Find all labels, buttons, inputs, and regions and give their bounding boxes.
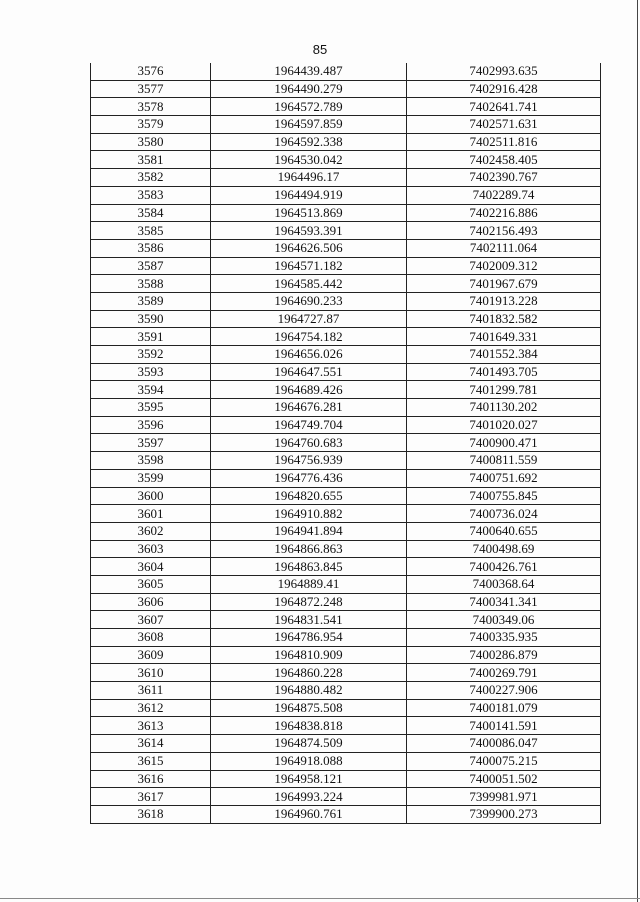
table-row: [91, 292, 601, 310]
x-coordinate-cell: 1964810.909: [211, 646, 407, 664]
point-id-cell: 3614: [91, 735, 211, 753]
table-row: [91, 558, 601, 576]
y-coordinate-cell: 7401020.027: [407, 416, 601, 434]
scan-edge-bottom: [0, 898, 640, 899]
y-coordinate-cell: 7400051.502: [407, 770, 601, 788]
y-coordinate-cell: 7400227.906: [407, 682, 601, 700]
x-coordinate-cell: 1964494.919: [211, 186, 407, 204]
table-row: [91, 611, 601, 629]
y-coordinate-cell: 7402641.741: [407, 98, 601, 116]
table-row: [91, 646, 601, 664]
x-coordinate-cell: 1964513.869: [211, 204, 407, 222]
table-row: [91, 682, 601, 700]
x-coordinate-cell: 1964571.182: [211, 257, 407, 275]
page-number: 85: [312, 42, 328, 57]
table-row: [91, 664, 601, 682]
point-id-cell: 3579: [91, 116, 211, 134]
point-id-cell: 3601: [91, 505, 211, 523]
point-id-cell: 3590: [91, 310, 211, 328]
point-id-cell: 3602: [91, 522, 211, 540]
table-row: [91, 363, 601, 381]
x-coordinate-cell: 1964585.442: [211, 275, 407, 293]
table-row: [91, 699, 601, 717]
table-row: [91, 399, 601, 417]
table-row: [91, 98, 601, 116]
y-coordinate-cell: 7400335.935: [407, 629, 601, 647]
table-row: [91, 434, 601, 452]
coordinates-table-body: [91, 63, 601, 823]
point-id-cell: 3591: [91, 328, 211, 346]
point-id-cell: 3606: [91, 593, 211, 611]
point-id-cell: 3598: [91, 452, 211, 470]
y-coordinate-cell: 7400640.655: [407, 522, 601, 540]
point-id-cell: 3580: [91, 133, 211, 151]
point-id-cell: 3585: [91, 222, 211, 240]
y-coordinate-cell: 7400368.64: [407, 575, 601, 593]
y-coordinate-cell: 7400736.024: [407, 505, 601, 523]
point-id-cell: 3592: [91, 346, 211, 364]
x-coordinate-cell: 1964941.894: [211, 522, 407, 540]
x-coordinate-cell: 1964593.391: [211, 222, 407, 240]
y-coordinate-cell: 7402009.312: [407, 257, 601, 275]
table-row: [91, 575, 601, 593]
point-id-cell: 3618: [91, 805, 211, 823]
coordinates-table: [90, 63, 601, 824]
y-coordinate-cell: 7400269.791: [407, 664, 601, 682]
y-coordinate-cell: 7402571.631: [407, 116, 601, 134]
x-coordinate-cell: 1964490.279: [211, 80, 407, 98]
table-row: [91, 310, 601, 328]
y-coordinate-cell: 7400341.341: [407, 593, 601, 611]
table-row: [91, 116, 601, 134]
point-id-cell: 3582: [91, 169, 211, 187]
point-id-cell: 3589: [91, 292, 211, 310]
y-coordinate-cell: 7402289.74: [407, 186, 601, 204]
y-coordinate-cell: 7400075.215: [407, 752, 601, 770]
y-coordinate-cell: 7402216.886: [407, 204, 601, 222]
table-row: [91, 133, 601, 151]
y-coordinate-cell: 7399981.971: [407, 788, 601, 806]
x-coordinate-cell: 1964592.338: [211, 133, 407, 151]
x-coordinate-cell: 1964880.482: [211, 682, 407, 700]
table-row: [91, 487, 601, 505]
table-row: [91, 735, 601, 753]
x-coordinate-cell: 1964690.233: [211, 292, 407, 310]
y-coordinate-cell: 7400426.761: [407, 558, 601, 576]
x-coordinate-cell: 1964727.87: [211, 310, 407, 328]
y-coordinate-cell: 7401130.202: [407, 399, 601, 417]
point-id-cell: 3603: [91, 540, 211, 558]
y-coordinate-cell: 7402111.064: [407, 239, 601, 257]
table-row: [91, 540, 601, 558]
table-row: [91, 204, 601, 222]
x-coordinate-cell: 1964960.761: [211, 805, 407, 823]
table-row: [91, 752, 601, 770]
y-coordinate-cell: 7400900.471: [407, 434, 601, 452]
table-row: [91, 788, 601, 806]
y-coordinate-cell: 7401299.781: [407, 381, 601, 399]
x-coordinate-cell: 1964439.487: [211, 63, 407, 80]
y-coordinate-cell: 7401649.331: [407, 328, 601, 346]
point-id-cell: 3581: [91, 151, 211, 169]
table-row: [91, 169, 601, 187]
point-id-cell: 3613: [91, 717, 211, 735]
point-id-cell: 3578: [91, 98, 211, 116]
y-coordinate-cell: 7401913.228: [407, 292, 601, 310]
point-id-cell: 3584: [91, 204, 211, 222]
point-id-cell: 3611: [91, 682, 211, 700]
y-coordinate-cell: 7400181.079: [407, 699, 601, 717]
x-coordinate-cell: 1964530.042: [211, 151, 407, 169]
point-id-cell: 3605: [91, 575, 211, 593]
y-coordinate-cell: 7402993.635: [407, 63, 601, 80]
table-row: [91, 257, 601, 275]
x-coordinate-cell: 1964918.088: [211, 752, 407, 770]
point-id-cell: 3587: [91, 257, 211, 275]
table-row: [91, 452, 601, 470]
point-id-cell: 3594: [91, 381, 211, 399]
x-coordinate-cell: 1964756.939: [211, 452, 407, 470]
x-coordinate-cell: 1964786.954: [211, 629, 407, 647]
y-coordinate-cell: 7400811.559: [407, 452, 601, 470]
y-coordinate-cell: 7399900.273: [407, 805, 601, 823]
table-row: [91, 717, 601, 735]
y-coordinate-cell: 7400286.879: [407, 646, 601, 664]
y-coordinate-cell: 7401493.705: [407, 363, 601, 381]
x-coordinate-cell: 1964838.818: [211, 717, 407, 735]
x-coordinate-cell: 1964776.436: [211, 469, 407, 487]
x-coordinate-cell: 1964831.541: [211, 611, 407, 629]
table-row: [91, 770, 601, 788]
point-id-cell: 3616: [91, 770, 211, 788]
x-coordinate-cell: 1964676.281: [211, 399, 407, 417]
point-id-cell: 3600: [91, 487, 211, 505]
point-id-cell: 3615: [91, 752, 211, 770]
x-coordinate-cell: 1964866.863: [211, 540, 407, 558]
table-row: [91, 593, 601, 611]
table-row: [91, 151, 601, 169]
table-row: [91, 346, 601, 364]
point-id-cell: 3593: [91, 363, 211, 381]
table-row: [91, 80, 601, 98]
table-row: [91, 239, 601, 257]
x-coordinate-cell: 1964993.224: [211, 788, 407, 806]
x-coordinate-cell: 1964656.026: [211, 346, 407, 364]
x-coordinate-cell: 1964647.551: [211, 363, 407, 381]
point-id-cell: 3583: [91, 186, 211, 204]
x-coordinate-cell: 1964874.509: [211, 735, 407, 753]
point-id-cell: 3607: [91, 611, 211, 629]
x-coordinate-cell: 1964597.859: [211, 116, 407, 134]
point-id-cell: 3597: [91, 434, 211, 452]
point-id-cell: 3586: [91, 239, 211, 257]
y-coordinate-cell: 7400751.692: [407, 469, 601, 487]
table-row: [91, 275, 601, 293]
table-row: [91, 328, 601, 346]
y-coordinate-cell: 7400498.69: [407, 540, 601, 558]
y-coordinate-cell: 7402511.816: [407, 133, 601, 151]
x-coordinate-cell: 1964689.426: [211, 381, 407, 399]
point-id-cell: 3596: [91, 416, 211, 434]
y-coordinate-cell: 7402916.428: [407, 80, 601, 98]
x-coordinate-cell: 1964820.655: [211, 487, 407, 505]
y-coordinate-cell: 7401552.384: [407, 346, 601, 364]
x-coordinate-cell: 1964749.704: [211, 416, 407, 434]
x-coordinate-cell: 1964910.882: [211, 505, 407, 523]
table-row: [91, 629, 601, 647]
y-coordinate-cell: 7401832.582: [407, 310, 601, 328]
point-id-cell: 3604: [91, 558, 211, 576]
point-id-cell: 3612: [91, 699, 211, 717]
point-id-cell: 3577: [91, 80, 211, 98]
y-coordinate-cell: 7401967.679: [407, 275, 601, 293]
x-coordinate-cell: 1964889.41: [211, 575, 407, 593]
x-coordinate-cell: 1964875.508: [211, 699, 407, 717]
point-id-cell: 3599: [91, 469, 211, 487]
point-id-cell: 3609: [91, 646, 211, 664]
y-coordinate-cell: 7402156.493: [407, 222, 601, 240]
table-row: [91, 63, 601, 80]
y-coordinate-cell: 7400349.06: [407, 611, 601, 629]
table-row: [91, 805, 601, 823]
x-coordinate-cell: 1964496.17: [211, 169, 407, 187]
table-row: [91, 416, 601, 434]
table-row: [91, 381, 601, 399]
scan-edge-right: [637, 0, 638, 902]
point-id-cell: 3617: [91, 788, 211, 806]
y-coordinate-cell: 7402458.405: [407, 151, 601, 169]
point-id-cell: 3610: [91, 664, 211, 682]
y-coordinate-cell: 7400755.845: [407, 487, 601, 505]
table-row: [91, 186, 601, 204]
x-coordinate-cell: 1964958.121: [211, 770, 407, 788]
point-id-cell: 3588: [91, 275, 211, 293]
table-row: [91, 505, 601, 523]
x-coordinate-cell: 1964626.506: [211, 239, 407, 257]
y-coordinate-cell: 7402390.767: [407, 169, 601, 187]
point-id-cell: 3608: [91, 629, 211, 647]
x-coordinate-cell: 1964863.845: [211, 558, 407, 576]
y-coordinate-cell: 7400086.047: [407, 735, 601, 753]
table-row: [91, 222, 601, 240]
x-coordinate-cell: 1964760.683: [211, 434, 407, 452]
table-row: [91, 469, 601, 487]
y-coordinate-cell: 7400141.591: [407, 717, 601, 735]
point-id-cell: 3595: [91, 399, 211, 417]
point-id-cell: 3576: [91, 63, 211, 80]
x-coordinate-cell: 1964754.182: [211, 328, 407, 346]
x-coordinate-cell: 1964860.228: [211, 664, 407, 682]
x-coordinate-cell: 1964572.789: [211, 98, 407, 116]
table-row: [91, 522, 601, 540]
x-coordinate-cell: 1964872.248: [211, 593, 407, 611]
